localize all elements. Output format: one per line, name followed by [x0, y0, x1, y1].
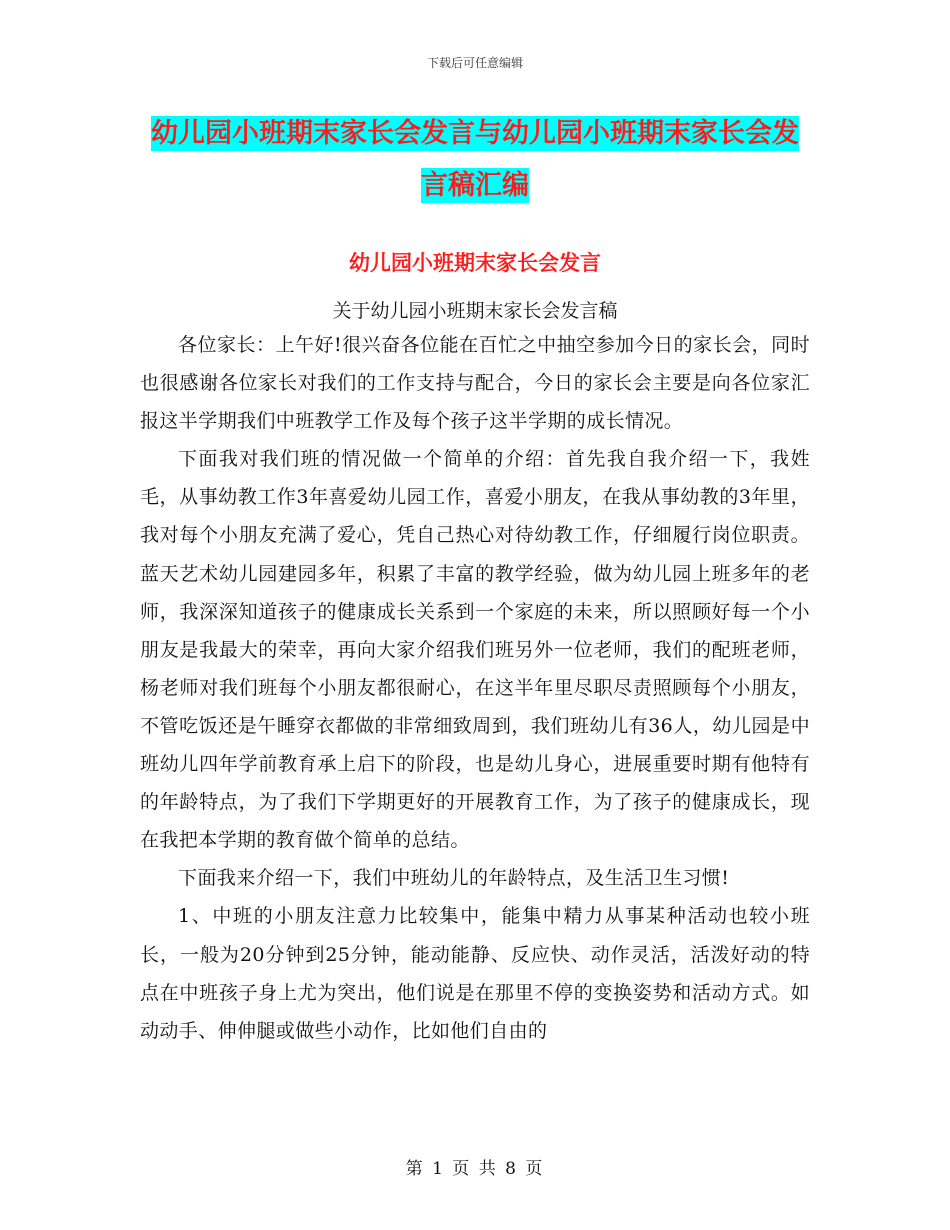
paragraph: 下面我对我们班的情况做一个简单的介绍：首先我自我介绍一下，我姓毛，从事幼教工作3年喜爱幼儿园工作，喜爱小朋友，在我从事幼教的3年里，我对每个小朋友充满了爱心，凭自己热心对待幼教工作，仔细履行岗位职责。蓝天艺术幼儿园建园多年，积累了丰富的教学经验，做为幼儿园上班多年的老师，我深深知道孩子的健康成长关系到一个家庭的未来，所以照顾好每一个小朋友是我最大的荣幸，再向大家介绍我们班另外一位老师，我们的配班老师，杨老师对我们班每个小朋友都很耐心，在这半年里尽职尽责照顾每个小朋友，不管吃饭还是午睡穿衣都做的非常细致周到，我们班幼儿有36人，幼儿园是中班幼儿四年学前教育承上启下的阶段，也是幼儿身心，进展重要时期有他特有的年龄特点，为了我们下学期更好的开展教育工作，为了孩子的健康成长，现在我把本学期的教育做个简单的总结。 — [140, 448, 810, 852]
document-title-text: 幼儿园小班期末家长会发言与幼儿园小班期末家长会发言稿汇编 — [151, 118, 799, 201]
paragraph: 各位家长：上午好!很兴奋各位能在百忙之中抽空参加今日的家长会，同时也很感谢各位家长对我们的工作支持与配合，今日的家长会主要是向各位家汇报这半学期我们中班教学工作及每个孩子这半学期的成长情况。 — [140, 334, 810, 433]
body-text — [140, 326, 810, 1050]
document-title — [140, 108, 810, 212]
section-title: 幼儿园小班期末家长会发言 — [349, 251, 601, 275]
paragraph: 下面我来介绍一下，我们中班幼儿的年龄特点，及生活卫生习惯! — [178, 867, 730, 890]
document-subtitle: 关于幼儿园小班期末家长会发言稿 — [332, 300, 618, 322]
page-header: 下载后可任意编辑 — [426, 56, 523, 70]
page-number-footer: 第 1 页 共 8 页 — [405, 1159, 545, 1179]
paragraph: 1、中班的小朋友注意力比较集中，能集中精力从事某种活动也较小班长，一般为20分钟到25分钟，能动能静、反应快、动作灵活，活泼好动的特点在中班孩子身上尤为突出，他们说是在那里不停的变换姿势和活动方式。如动动手、伸伸腿或做些小动作，比如他们自由的 — [140, 905, 810, 1042]
